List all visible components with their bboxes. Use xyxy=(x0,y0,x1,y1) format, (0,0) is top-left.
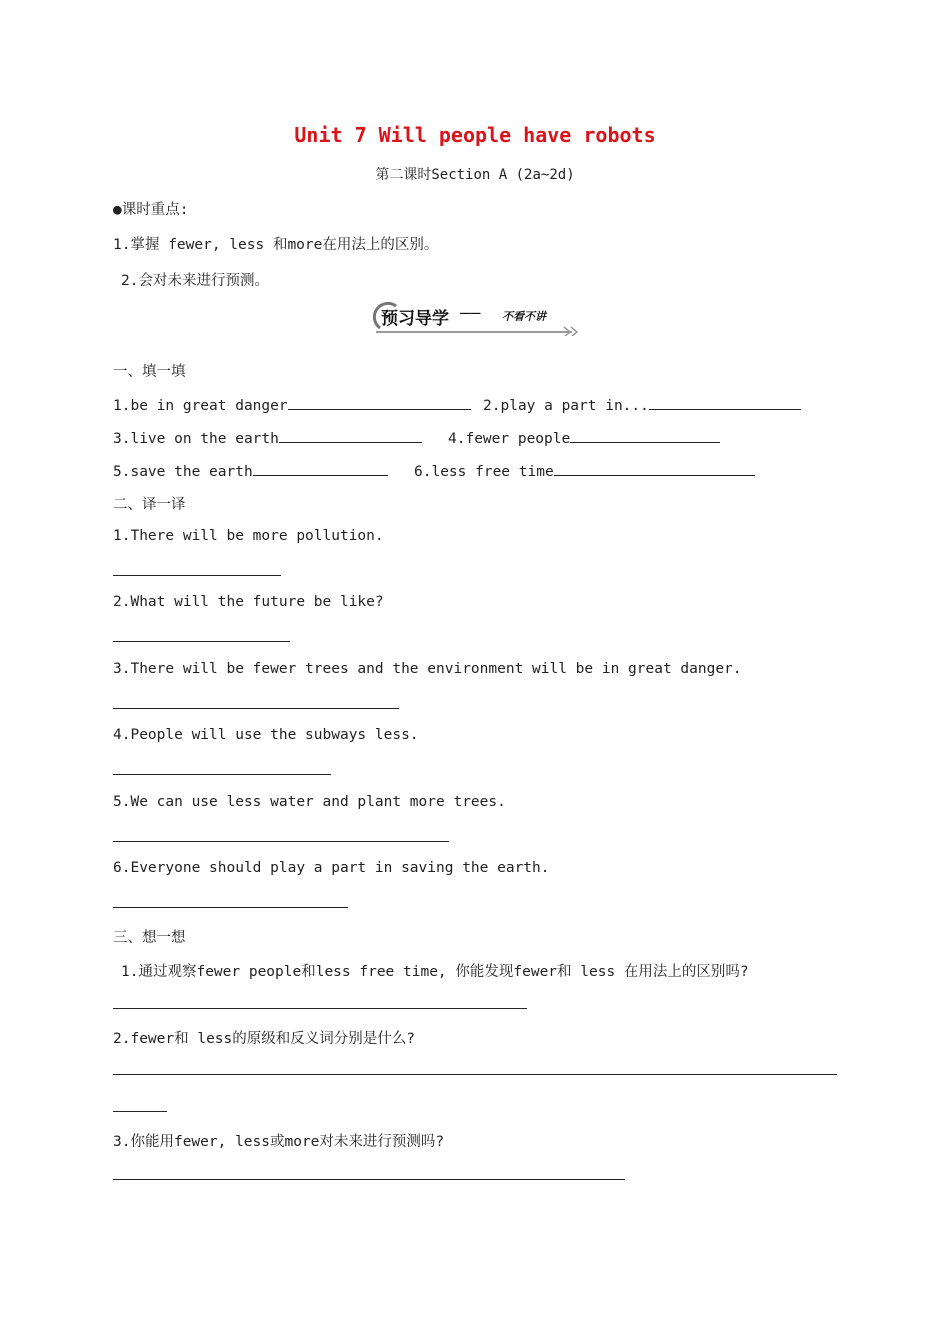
answer-line[interactable] xyxy=(113,575,281,576)
banner-title: 预习导学 xyxy=(381,309,449,329)
fill-blank-field[interactable] xyxy=(570,428,720,443)
banner-dash: —— xyxy=(460,303,481,323)
fill-item-label: 5.save the earth xyxy=(113,464,253,480)
answer-line[interactable] xyxy=(113,774,331,775)
fill-blank-field[interactable] xyxy=(554,461,755,476)
fill-item xyxy=(483,395,801,414)
think-item: 2.fewer和 less的原级和反义词分别是什么? xyxy=(113,1031,415,1047)
fill-item xyxy=(113,395,471,414)
focus-item: 2.会对未来进行预测。 xyxy=(121,273,269,289)
answer-line[interactable] xyxy=(113,907,348,908)
translate-item: 3.There will be fewer trees and the environment will be in great danger. xyxy=(113,661,742,677)
fill-blank-field[interactable] xyxy=(649,395,801,410)
fill-blank-field[interactable] xyxy=(253,461,388,476)
page-subtitle: 第二课时Section A (2a~2d) xyxy=(375,167,575,183)
translate-item: 1.There will be more pollution. xyxy=(113,528,384,544)
answer-line[interactable] xyxy=(113,841,449,842)
answer-line[interactable] xyxy=(113,1179,625,1180)
focus-heading: ●课时重点: xyxy=(113,202,189,218)
think-item: 3.你能用fewer, less或more对未来进行预测吗? xyxy=(113,1134,445,1150)
focus-item: 1.掌握 fewer, less 和more在用法上的区别。 xyxy=(113,237,439,253)
section3-heading: 三、想一想 xyxy=(113,930,186,946)
preview-guide-banner xyxy=(366,298,586,336)
fill-item-label: 4.fewer people xyxy=(448,431,571,447)
translate-item: 2.What will the future be like? xyxy=(113,594,384,610)
page-title: Unit 7 Will people have robots xyxy=(294,123,656,147)
fill-item xyxy=(448,428,720,447)
fill-item-label: 2.play a part in... xyxy=(483,398,649,414)
answer-line[interactable] xyxy=(113,1111,167,1112)
fill-item-label: 3.live on the earth xyxy=(113,431,279,447)
answer-line[interactable] xyxy=(113,708,399,709)
section2-heading: 二、译一译 xyxy=(113,497,186,513)
translate-item: 5.We can use less water and plant more trees. xyxy=(113,794,506,810)
fill-item-label: 6.less free time xyxy=(414,464,554,480)
fill-item xyxy=(113,428,422,447)
fill-blank-field[interactable] xyxy=(279,428,422,443)
answer-line[interactable] xyxy=(113,1074,837,1075)
translate-item: 4.People will use the subways less. xyxy=(113,727,419,743)
translate-item: 6.Everyone should play a part in saving the earth. xyxy=(113,860,550,876)
banner-subtitle: 不看不讲 xyxy=(502,310,546,323)
fill-item xyxy=(113,461,388,480)
section1-heading: 一、填一填 xyxy=(113,364,186,380)
think-item: 1.通过观察fewer people和less free time, 你能发现fewer和 less 在用法上的区别吗? xyxy=(121,964,749,980)
fill-blank-field[interactable] xyxy=(288,395,471,410)
fill-item xyxy=(414,461,755,480)
answer-line[interactable] xyxy=(113,641,290,642)
fill-item-label: 1.be in great danger xyxy=(113,398,288,414)
answer-line[interactable] xyxy=(113,1008,527,1009)
